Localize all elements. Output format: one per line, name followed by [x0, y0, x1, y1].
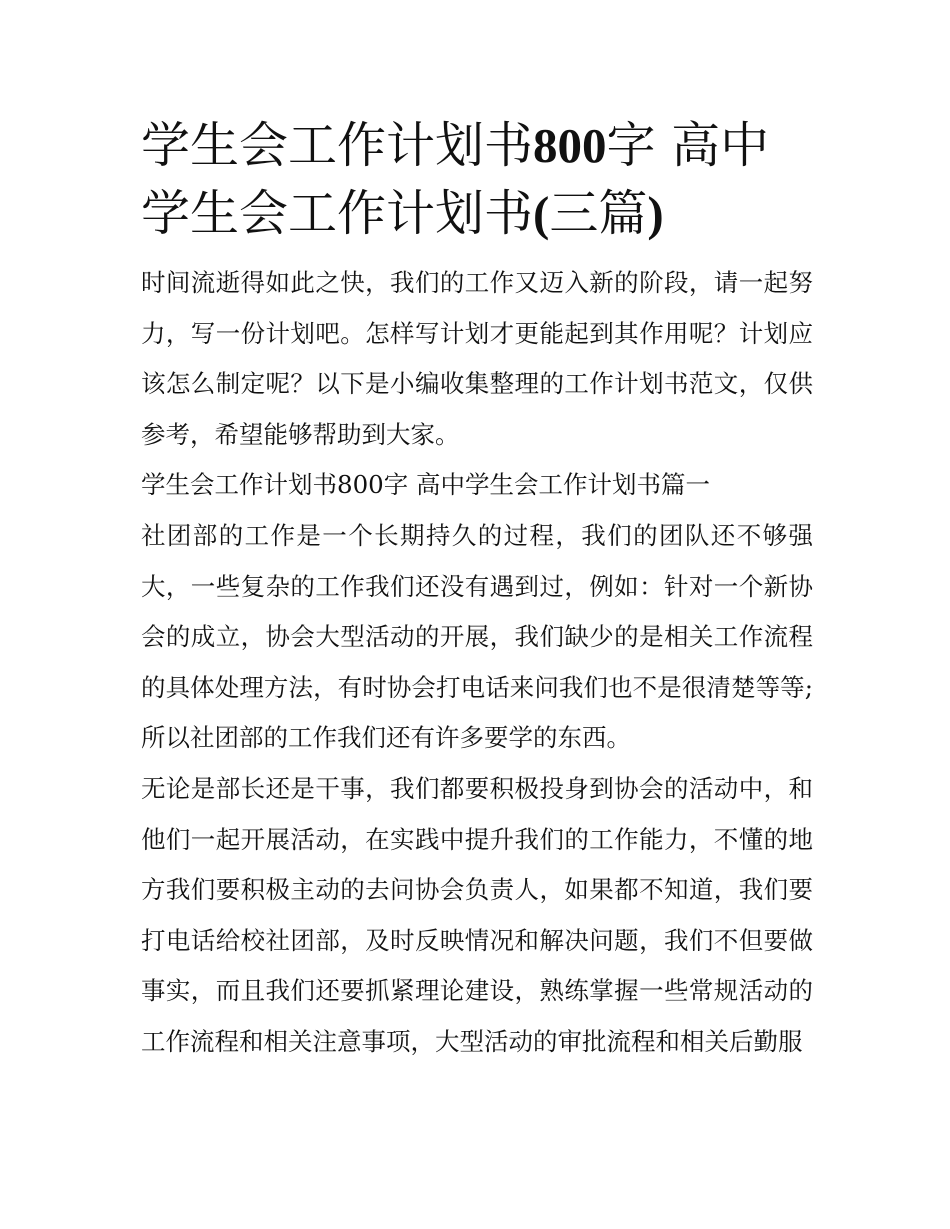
title-paren-close: ): [647, 186, 664, 241]
document-body: [141, 258, 813, 1068]
document-title: [141, 112, 813, 248]
title-text-1: 学生会工作计划书: [141, 117, 534, 174]
title-text-2: 字 高中学生会工作计划书: [141, 117, 770, 242]
document-content: [141, 112, 813, 1068]
title-text-3: 三篇: [549, 185, 648, 242]
title-paren-open: (: [533, 186, 550, 241]
section-heading: 学生会工作计划书800字 高中学生会工作计划书篇一: [141, 470, 711, 500]
body-paragraph-2: 无论是部长还是干事，我们都要积极投身到协会的活动中，和他们一起开展活动，在实践中提升我们的工作能力，不懂的地方我们要积极主动的去问协会负责人，如果都不知道，我们要打电话给校社团部，及时反映情况和解决问题，我们不但要做事实，而且我们还要抓紧理论建设，熟练掌握一些常规活动的工作流程和相关注意事项，大型活动的审批流程和相关后勤服: [141, 773, 813, 1056]
title-number: 800: [533, 118, 607, 173]
body-paragraph-1: 社团部的工作是一个长期持久的过程，我们的团队还不够强大，一些复杂的工作我们还没有遇到过，例如：针对一个新协会的成立，协会大型活动的开展，我们缺少的是相关工作流程的具体处理方法，有时协会打电话来问我们也不是很清楚等等;所以社团部的工作我们还有许多要学的东西。: [141, 520, 813, 753]
intro-paragraph: 时间流逝得如此之快，我们的工作又迈入新的阶段，请一起努力，写一份计划吧。怎样写计划才更能起到其作用呢？计划应该怎么制定呢？以下是小编收集整理的工作计划书范文，仅供参考，希望能够帮助到大家。: [141, 268, 813, 449]
